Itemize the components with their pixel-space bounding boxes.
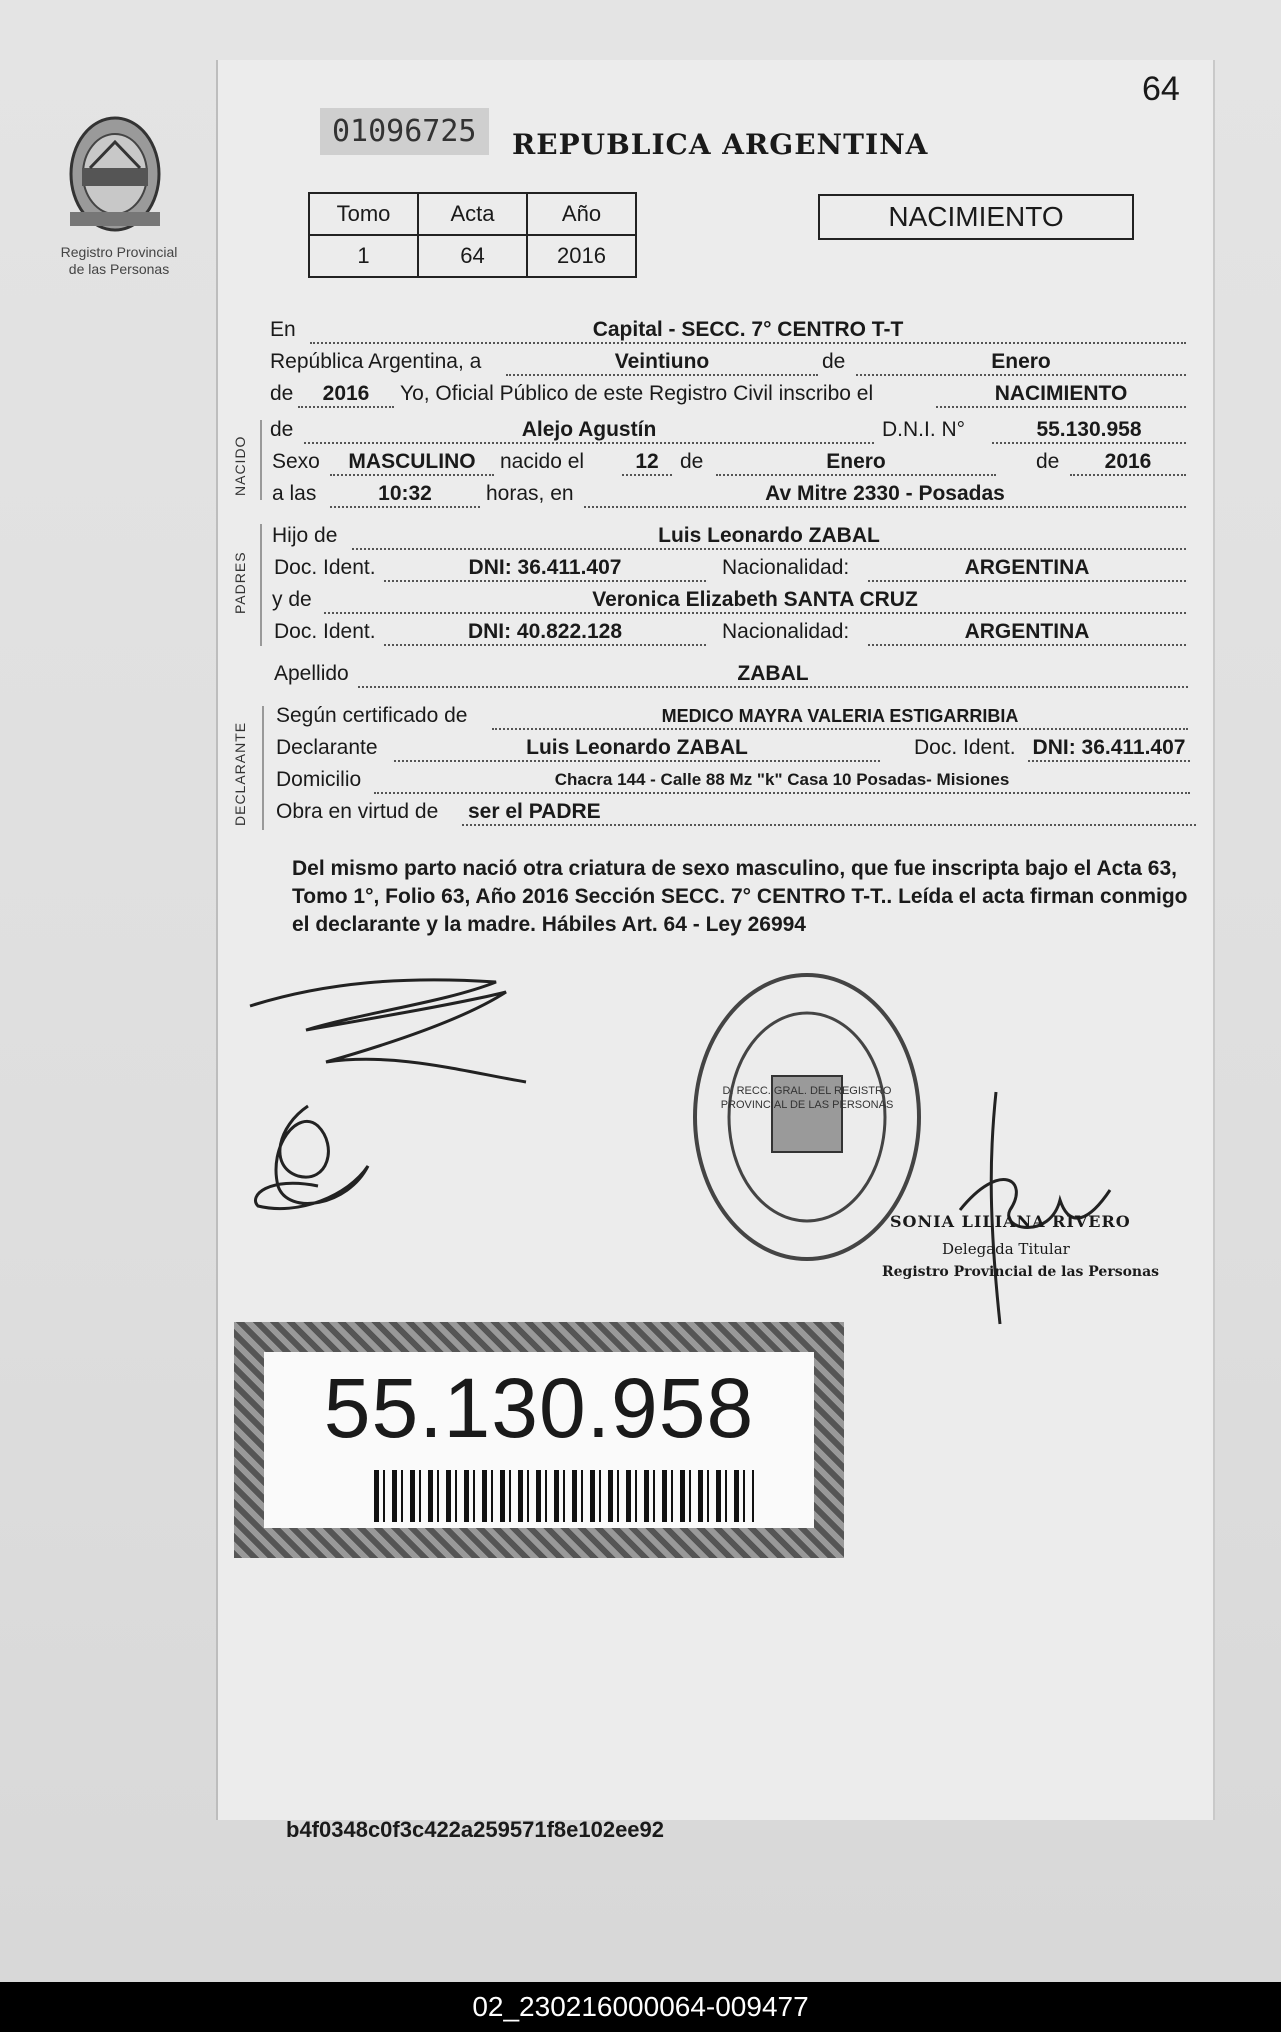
label-nacionalidad-2: Nacionalidad:: [722, 620, 850, 643]
section-nacido: NACIDO: [232, 435, 248, 496]
label-a-las: a las: [272, 482, 317, 505]
col-header-acta: Acta: [418, 193, 527, 235]
col-header-tomo: Tomo: [309, 193, 418, 235]
label-obra: Obra en virtud de: [276, 800, 439, 823]
record-table: [308, 192, 637, 278]
seal-text: D. RECC. GRAL. DEL REGISTRO PROVINCIAL DE LAS PERSONAS: [720, 1085, 894, 1111]
barcode-bars: [374, 1470, 754, 1522]
row-sexo: [270, 448, 1190, 478]
row-declarante: [270, 734, 1190, 764]
field-mother-dni: DNI: 40.822.128: [384, 618, 706, 646]
section-divider-declarante: [262, 706, 264, 830]
field-father-nationality: ARGENTINA: [868, 554, 1186, 582]
field-child-dni: 55.130.958: [992, 416, 1186, 444]
serial-number: 01096725: [320, 108, 489, 155]
field-capacity: ser el PADRE: [462, 798, 1196, 826]
field-month: Enero: [856, 348, 1186, 376]
row-certificado: [270, 702, 1190, 732]
registry-line-2: de las Personas: [68, 261, 170, 277]
field-birth-place: Av Mitre 2330 - Posadas: [584, 480, 1186, 508]
page-number: 64: [1142, 70, 1180, 108]
section-divider-nacido: [260, 420, 262, 500]
label-oficial: Yo, Oficial Público de este Registro Civil inscribo el: [400, 382, 874, 405]
row-hora: [270, 480, 1190, 510]
row-domicilio: [270, 766, 1190, 796]
field-birth-day: 12: [622, 448, 672, 476]
row-father-doc: [270, 554, 1190, 584]
label-doc-ident-3: Doc. Ident.: [914, 736, 1016, 759]
label-declarante: Declarante: [276, 736, 378, 759]
row-father: [270, 522, 1190, 552]
dni-barcode-label: [234, 1322, 844, 1558]
field-year: 2016: [298, 380, 394, 408]
registrar-office: Registro Provincial de las Personas: [882, 1264, 1160, 1280]
label-de-1: de: [822, 350, 846, 373]
row-name: [270, 416, 1190, 446]
row-mother: [270, 586, 1190, 616]
label-doc-ident-1: Doc. Ident.: [274, 556, 376, 579]
tomo-value: 1: [309, 235, 418, 277]
col-header-anio: Año: [527, 193, 636, 235]
row-mother-doc: [270, 618, 1190, 648]
field-place: Capital - SECC. 7° CENTRO T-T: [310, 316, 1186, 344]
section-padres: PADRES: [232, 551, 248, 614]
field-day-words: Veintiuno: [506, 348, 818, 376]
field-father-dni: DNI: 36.411.407: [384, 554, 706, 582]
label-sexo: Sexo: [272, 450, 320, 473]
label-republica: República Argentina, a: [270, 350, 482, 373]
row-republica: [270, 348, 1190, 378]
field-declarant-dni: DNI: 36.411.407: [1028, 734, 1190, 762]
label-nacionalidad-1: Nacionalidad:: [722, 556, 850, 579]
coat-of-arms-logo: [60, 112, 170, 244]
label-y-de: y de: [272, 588, 312, 611]
field-mother-name: Veronica Elizabeth SANTA CRUZ: [324, 586, 1186, 614]
row-obra: [270, 798, 1190, 828]
barcode-inner: [264, 1352, 814, 1528]
label-domicilio: Domicilio: [276, 768, 362, 791]
section-divider-padres: [260, 524, 262, 646]
label-doc-ident-2: Doc. Ident.: [274, 620, 376, 643]
document-title: REPUBLICA ARGENTINA: [512, 128, 929, 161]
document-hash: b4f0348c0f3c422a259571f8e102ee92: [286, 1817, 665, 1842]
label-nacido-el: nacido el: [500, 450, 585, 473]
section-declarante: DECLARANTE: [232, 721, 248, 826]
label-segun-certificado: Según certificado de: [276, 704, 468, 727]
field-mother-nationality: ARGENTINA: [868, 618, 1186, 646]
file-id-bar: 02_230216000064-009477: [0, 1982, 1281, 2032]
row-en: [270, 316, 1190, 346]
row-apellido: [270, 660, 1190, 690]
row-year: [270, 380, 1190, 410]
field-declarant: Luis Leonardo ZABAL: [394, 734, 880, 762]
field-certificate: MEDICO MAYRA VALERIA ESTIGARRIBIA: [492, 702, 1188, 730]
label-hijo-de: Hijo de: [272, 524, 338, 547]
field-act: NACIMIENTO: [936, 380, 1186, 408]
barcode-number: 55.130.958: [323, 1361, 755, 1455]
label-de-5: de: [1036, 450, 1060, 473]
field-sex: MASCULINO: [330, 448, 494, 476]
declarant-signature: [246, 972, 546, 1092]
registrar-title: Delegada Titular: [942, 1240, 1070, 1258]
field-surname: ZABAL: [358, 660, 1188, 688]
label-apellido: Apellido: [274, 662, 349, 685]
label-de-4: de: [680, 450, 704, 473]
field-time: 10:32: [330, 480, 480, 508]
registry-line-1: Registro Provincial: [60, 244, 178, 260]
field-child-name: Alejo Agustín: [304, 416, 874, 444]
label-de-2: de: [270, 382, 294, 405]
registrar-signature: [940, 1090, 1120, 1326]
acta-value: 64: [418, 235, 527, 277]
label-horas-en: horas, en: [486, 482, 574, 505]
label-de-3: de: [270, 418, 294, 441]
field-father-name: Luis Leonardo ZABAL: [352, 522, 1186, 550]
act-type-box: NACIMIENTO: [818, 194, 1134, 240]
registry-name: [44, 244, 194, 278]
label-dni: D.N.I. N°: [882, 418, 966, 441]
anio-value: 2016: [527, 235, 636, 277]
additional-note: Del mismo parto nació otra criatura de sexo masculino, que fue inscripta bajo el Acta 63, Tomo 1°, Folio 63, Año 2016 Sección SECC. 7° CENTRO T-T.. Leída el acta firman conmigo el declarante y la madre. Hábiles Art. 64 - Ley 26994: [292, 857, 1188, 936]
field-address: Chacra 144 - Calle 88 Mz "k" Casa 10 Posadas- Misiones: [374, 766, 1190, 794]
registrar-name: SONIA LILIANA RIVERO: [890, 1212, 1131, 1231]
field-birth-year: 2016: [1070, 448, 1186, 476]
mother-signature: [238, 1096, 388, 1228]
label-en: En: [270, 318, 296, 341]
field-birth-month: Enero: [716, 448, 996, 476]
